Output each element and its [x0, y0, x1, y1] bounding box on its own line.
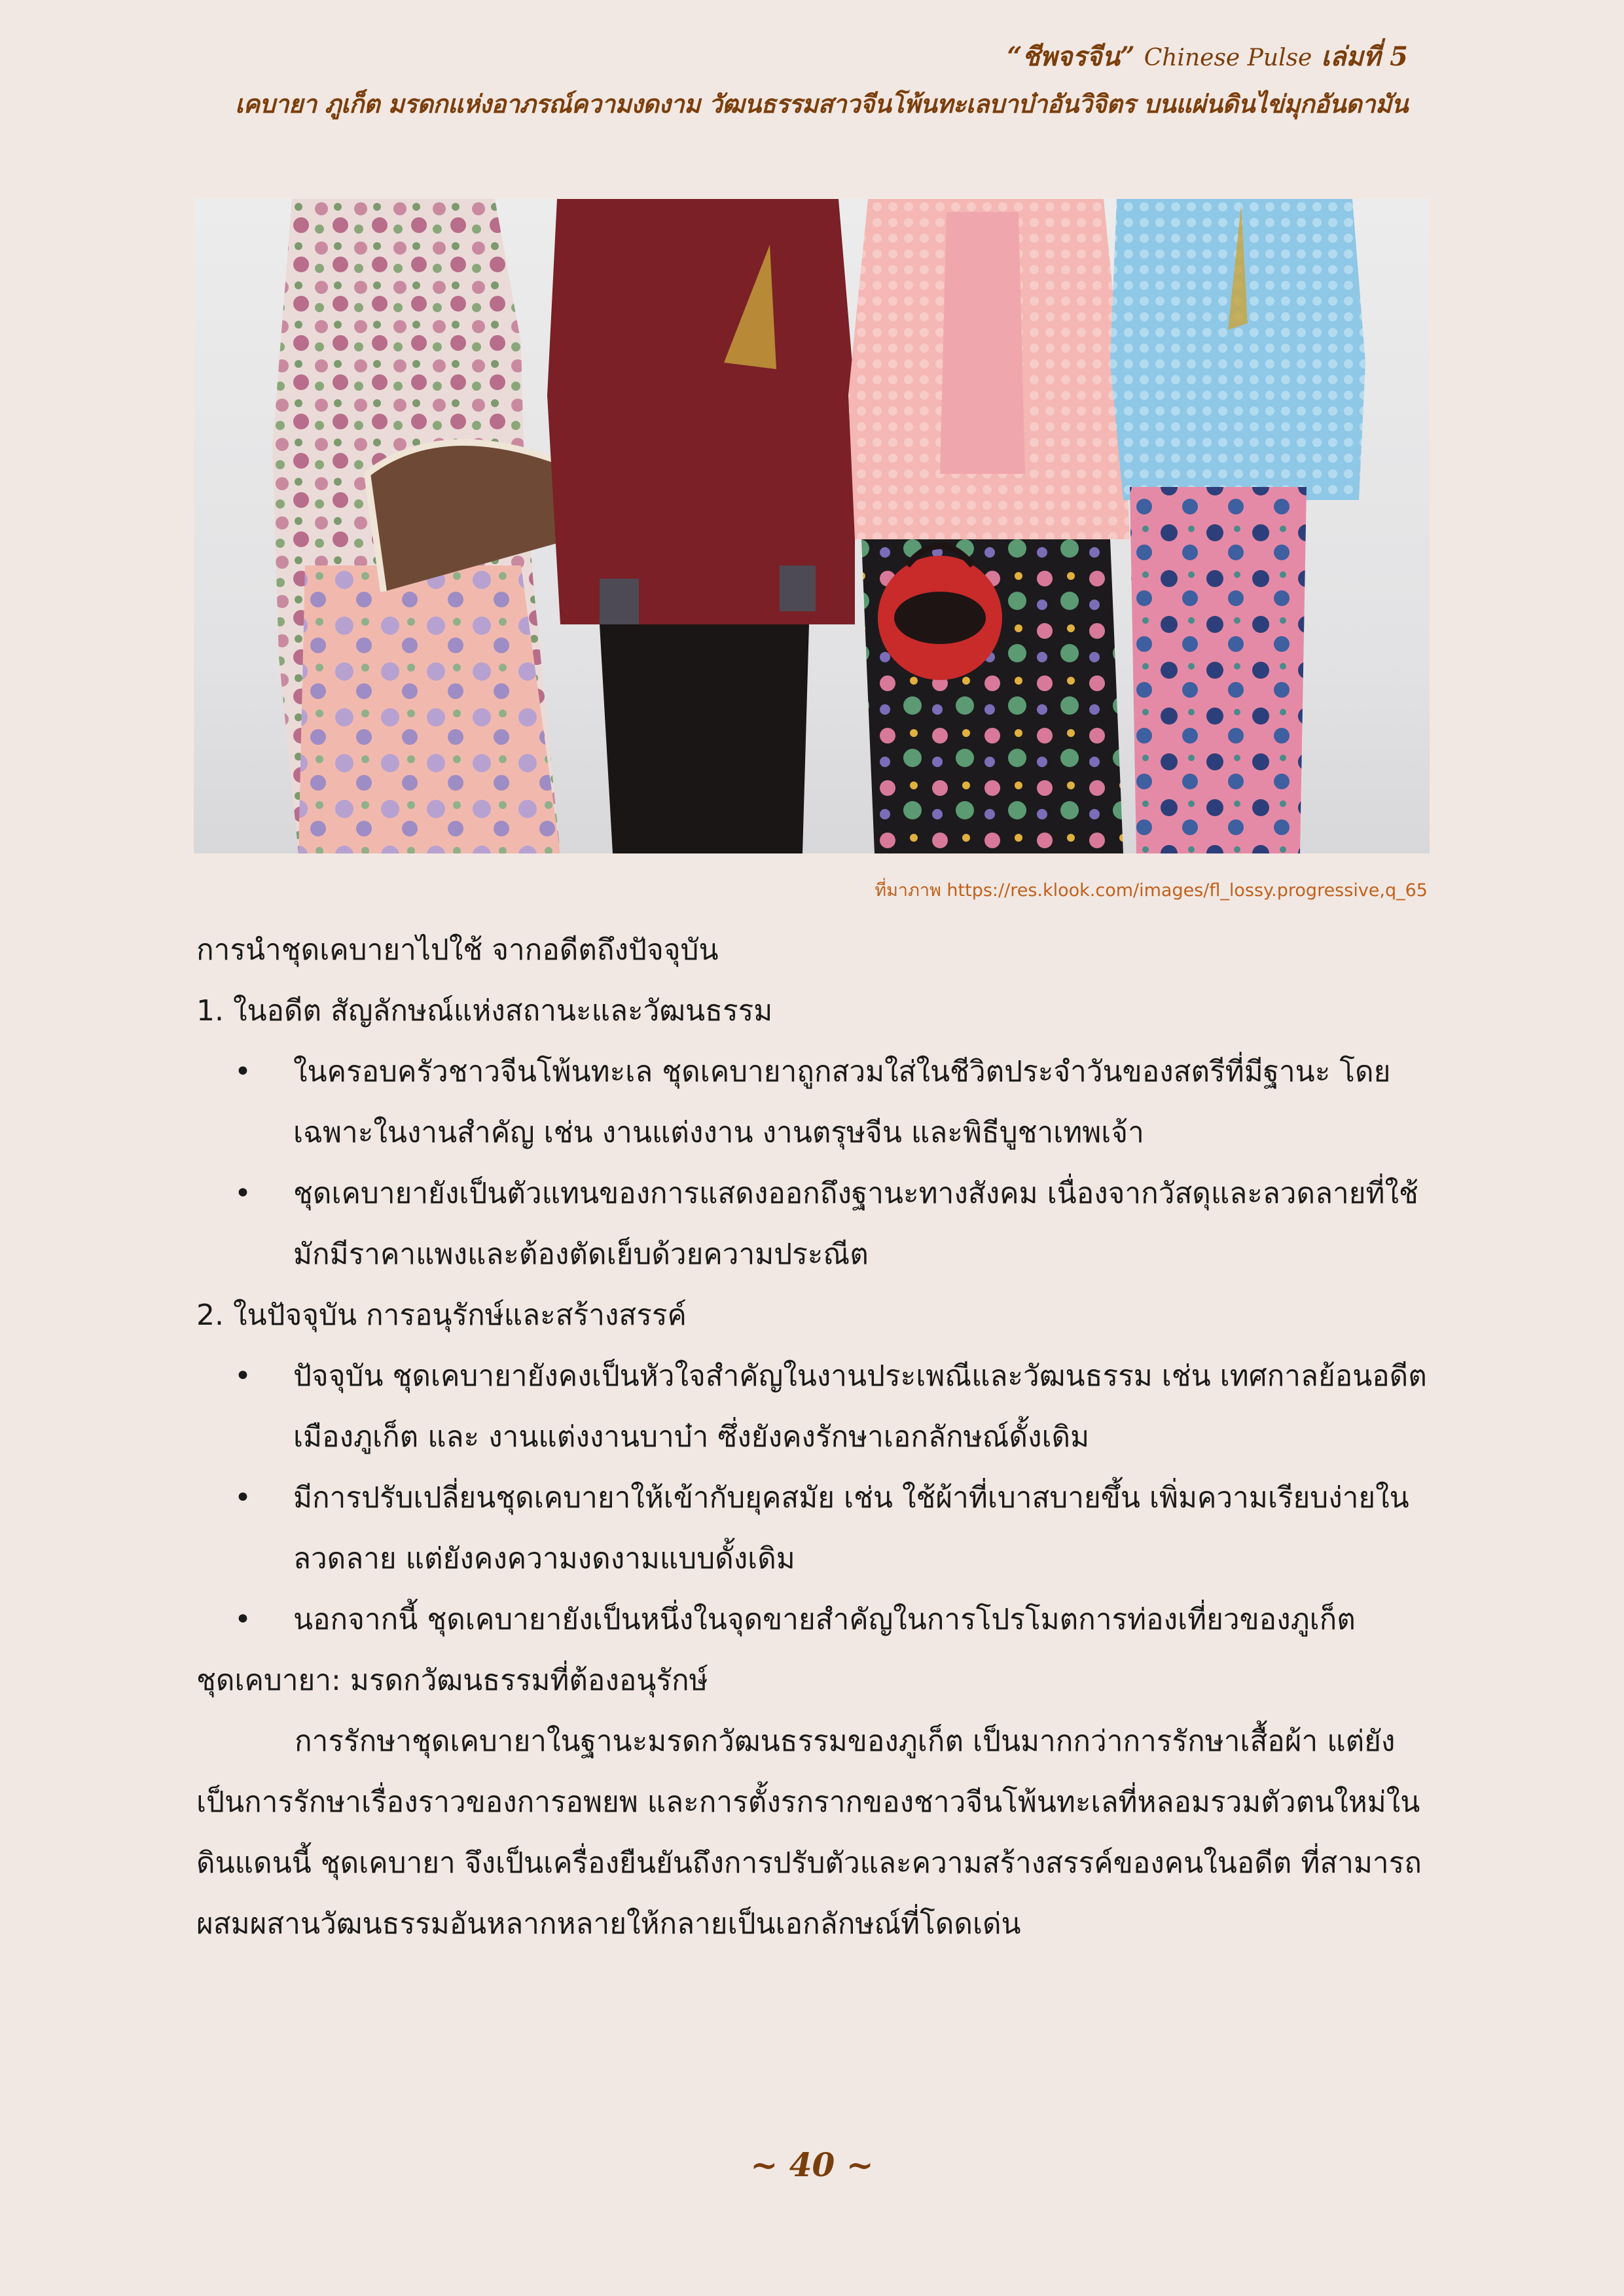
- bullet-icon: •: [234, 1481, 251, 1515]
- part2-title: 2. ในปัจจุบัน การอนุรักษ์และสร้างสรรค์: [196, 1299, 687, 1332]
- magazine-name: “ชีพจรจีน”: [1007, 41, 1135, 72]
- page-header: [235, 34, 1408, 127]
- photo-caption: ที่มาภาพ https://res.klook.com/images/fl_lossy.progressive,q_65: [875, 880, 1428, 901]
- magazine-english-name: Chinese Pulse: [1144, 45, 1312, 71]
- bullet-icon: •: [234, 1603, 251, 1636]
- list-item: [196, 1163, 1427, 1285]
- list-item: [196, 1041, 1427, 1163]
- part1-title: 1. ในอดีต สัญลักษณ์แห่งสถานะและวัฒนธรรม: [196, 994, 773, 1028]
- list-item-text: นอกจากนี้ ชุดเคบายายังเป็นหนึ่งในจุดขายสำคัญในการโปรโมตการท่องเที่ยวของภูเก็ต: [293, 1603, 1356, 1636]
- bullet-icon: •: [234, 1055, 251, 1088]
- issue-number: เล่มที่ 5: [1321, 41, 1408, 72]
- heritage-paragraph: การรักษาชุดเคบายาในฐานะมรดกวัฒนธรรมของภูเก็ต เป็นมากกว่าการรักษาเสื้อผ้า แต่ยังเป็นการรักษาเรื่องราวของการอพยพ และการตั้งรกรากของชาวจีนโพ้นทะเลที่หลอมรวมตัวตนใหม่ในดินแดนนี้ ชุดเคบายา จึงเป็นเครื่องยืนยันถึงการปรับตัวและความสร้างสรรค์ของคนในอดีต ที่สามารถผสมผสานวัฒนธรรมอันหลากหลายให้กลายเป็นเอกลักษณ์ที่โดดเด่น: [196, 1725, 1422, 1941]
- list-item: [196, 1467, 1427, 1589]
- article-body: [196, 920, 1427, 1954]
- list-item: [196, 1589, 1427, 1650]
- article-title: เคบายา ภูเก็ต มรดกแห่งอาภรณ์ความงดงาม วัฒนธรรมสาวจีนโพ้นทะเลบาบ๋าอันวิจิตร บนแผ่นดินไข่มุกอันดามัน: [235, 89, 1408, 118]
- photo-illustration: [194, 199, 1430, 853]
- section-title: การนำชุดเคบายาไปใช้ จากอดีตถึงปัจจุบัน: [196, 933, 719, 967]
- heritage-title: ชุดเคบายา: มรดกวัฒนธรรมที่ต้องอนุรักษ์: [196, 1664, 708, 1697]
- magazine-title-line: [235, 34, 1408, 81]
- list-item-text: ในครอบครัวชาวจีนโพ้นทะเล ชุดเคบายาถูกสวมใส่ในชีวิตประจำวันของสตรีที่มีฐานะ โดยเฉพาะในงานสำคัญ เช่น งานแต่งงาน งานตรุษจีน และพิธีบูชาเทพเจ้า: [293, 1055, 1391, 1149]
- list-item-text: ชุดเคบายายังเป็นตัวแทนของการแสดงออกถึงฐานะทางสังคม เนื่องจากวัสดุและลวดลายที่ใช้มักมีราคาแพงและต้องตัดเย็บด้วยความประณีต: [293, 1177, 1418, 1271]
- list-item-text: ปัจจุบัน ชุดเคบายายังคงเป็นหัวใจสำคัญในงานประเพณีและวัฒนธรรม เช่น เทศกาลย้อนอดีตเมืองภูเก็ต และ งานแต่งงานบาบ๋า ซึ่งยังคงรักษาเอกลักษณ์ดั้งเดิม: [293, 1359, 1427, 1454]
- kebaya-models-photo: [194, 199, 1430, 853]
- list-item: [196, 1346, 1427, 1467]
- list-item-text: มีการปรับเปลี่ยนชุดเคบายาให้เข้ากับยุคสมัย เช่น ใช้ผ้าที่เบาสบายขึ้น เพิ่มความเรียบง่ายในลวดลาย แต่ยังคงความงดงามแบบดั้งเดิม: [293, 1481, 1409, 1575]
- page-number: ~ 40 ~: [750, 2145, 874, 2184]
- bullet-icon: •: [234, 1177, 251, 1210]
- bullet-icon: •: [234, 1359, 251, 1393]
